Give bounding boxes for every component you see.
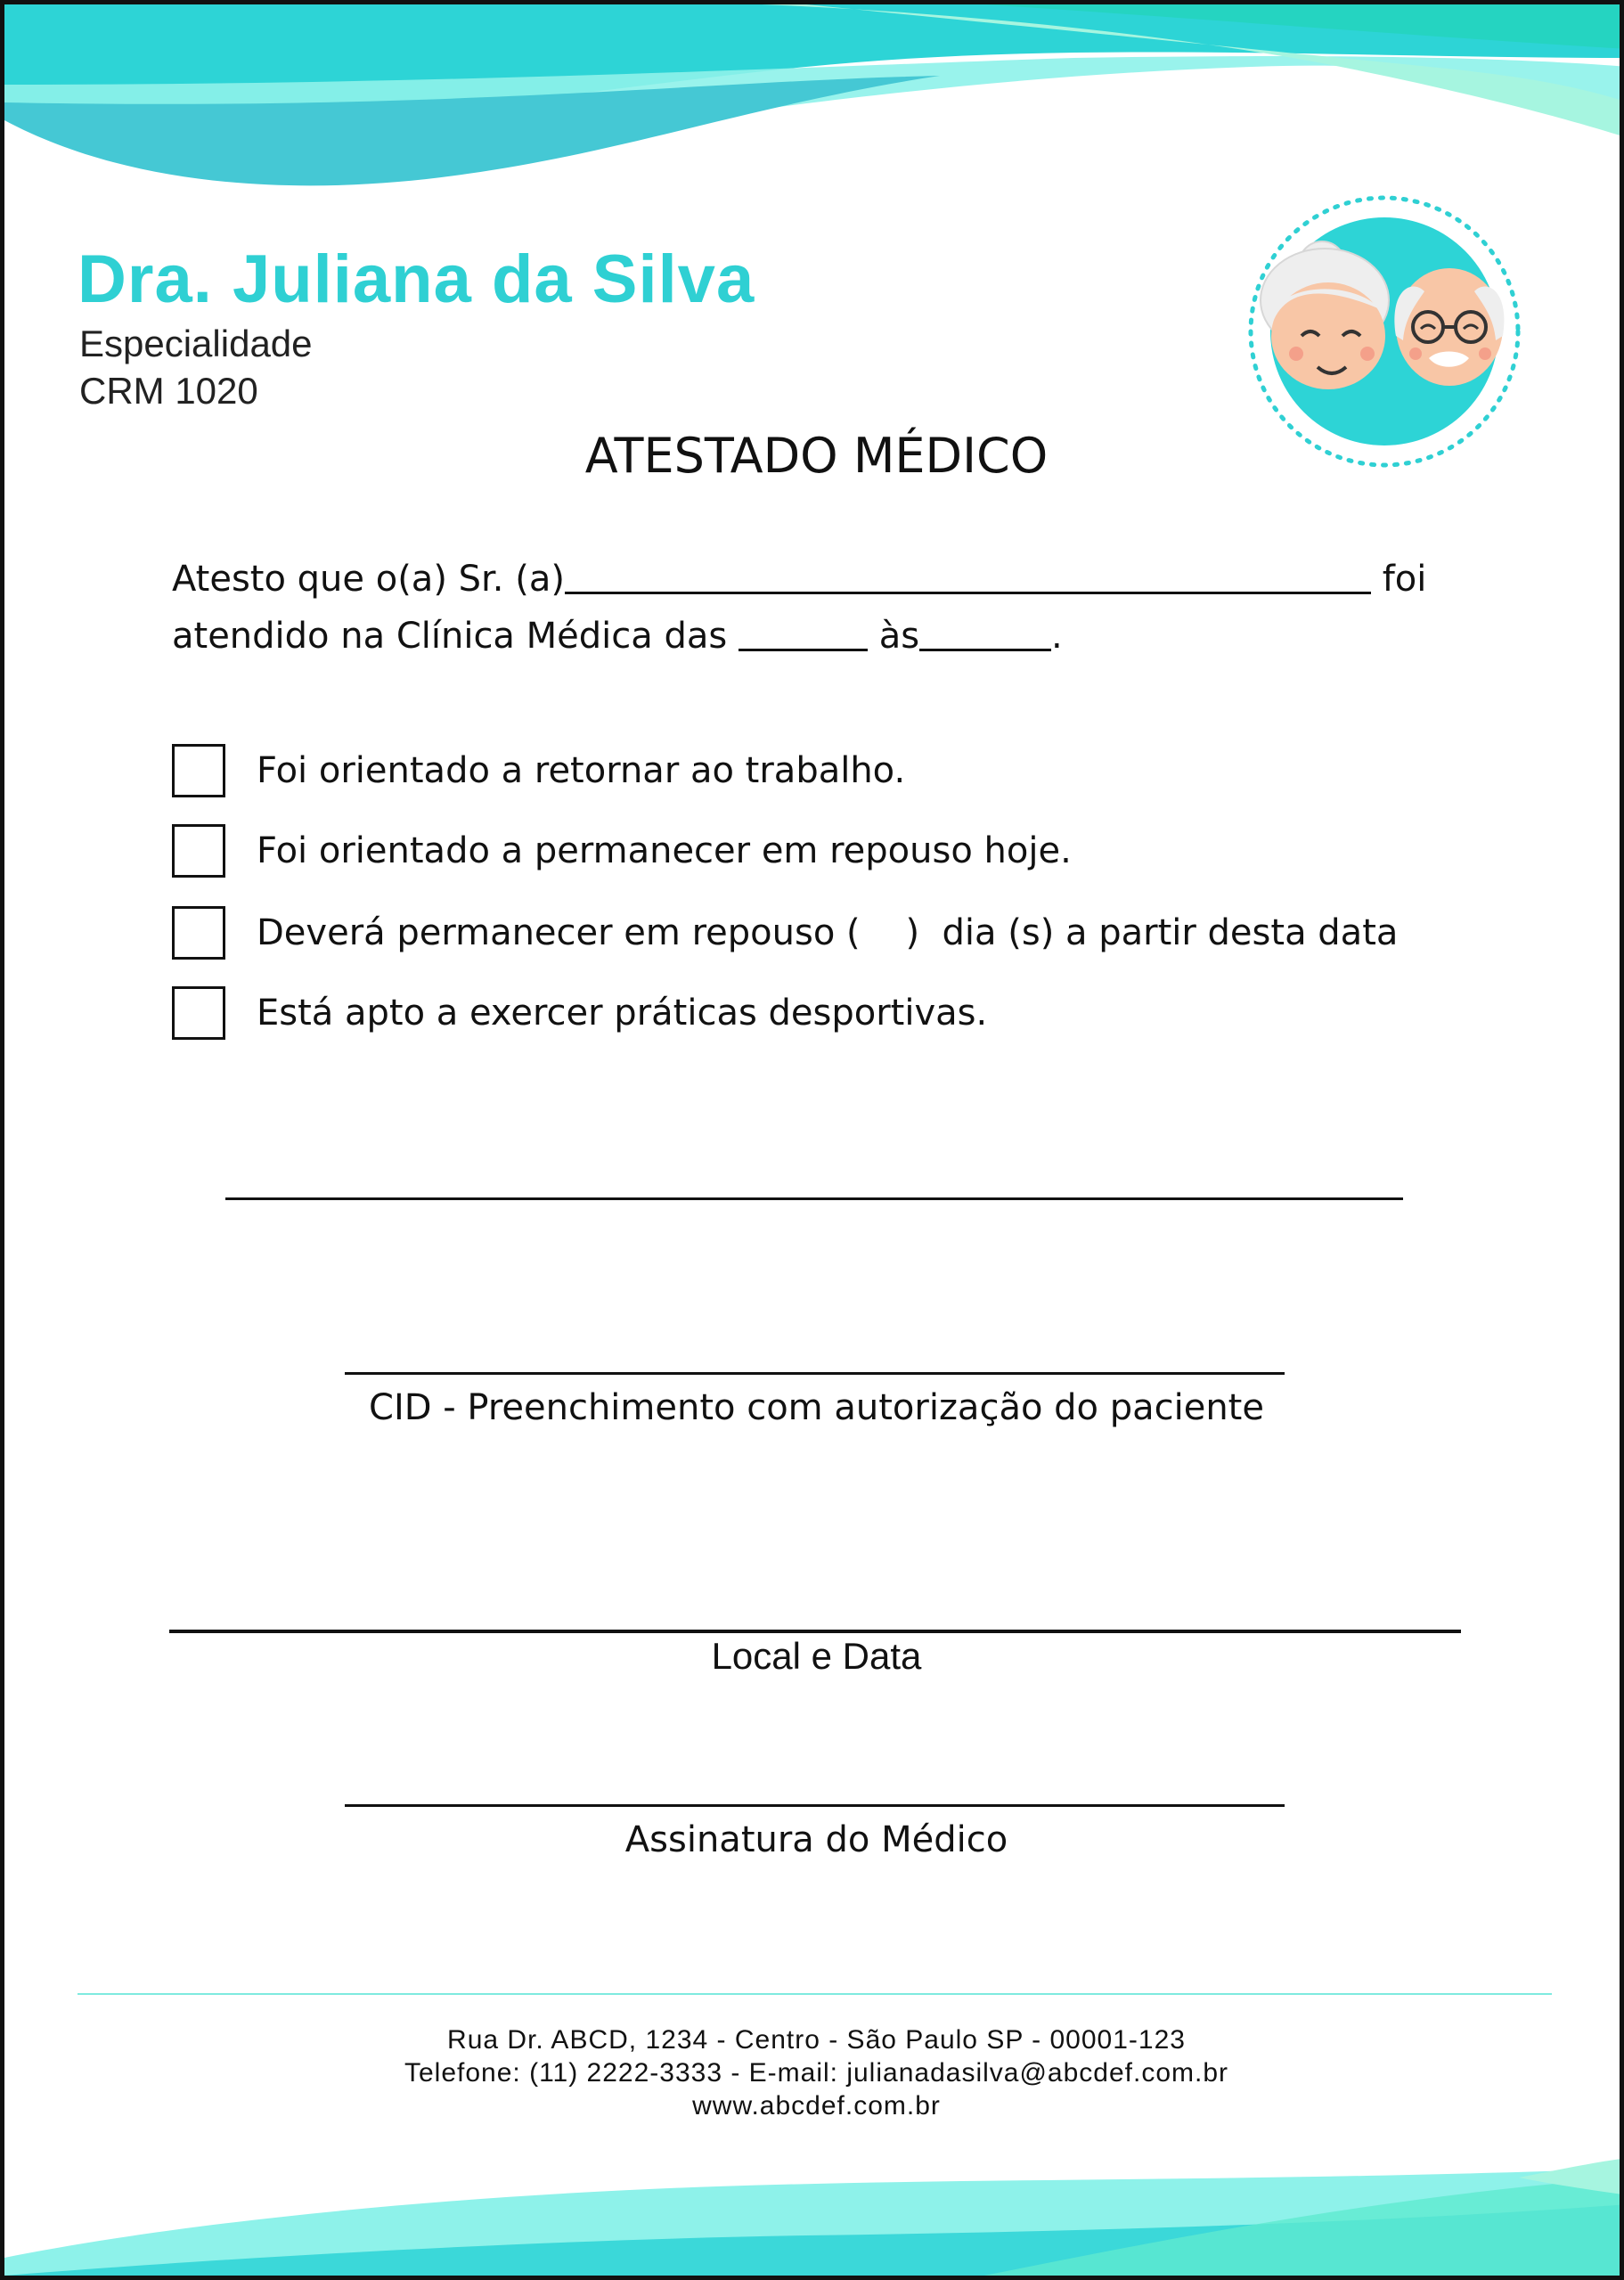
end-time-blank (919, 609, 1051, 651)
footer-website: www.abcdef.com.br (692, 2091, 941, 2121)
statement-part-2: foi (1382, 559, 1427, 600)
cid-label: CID - Preenchimento com autorização do paciente (369, 1387, 1264, 1428)
specialty: Especialidade (79, 323, 313, 364)
option-label: Está apto a exercer práticas desportivas. (257, 993, 988, 1034)
statement-part-1: Atesto que o(a) Sr. (a) (172, 559, 565, 600)
footer-divider (78, 1993, 1552, 1995)
document-title: ATESTADO MÉDICO (584, 428, 1049, 484)
checkbox[interactable] (172, 744, 225, 797)
checkbox[interactable] (172, 906, 225, 960)
option-label: Deverá permanecer em repouso ( ) dia (s) a partir desta data (257, 912, 1399, 953)
patient-name-blank (565, 552, 1371, 594)
start-time-blank (739, 609, 868, 651)
local-date-line (169, 1630, 1461, 1633)
top-wave-decoration (4, 4, 1624, 200)
option-rest-days[interactable] (172, 904, 1398, 961)
signature-label: Assinatura do Médico (624, 1819, 1008, 1860)
option-rest-today[interactable] (172, 822, 1072, 879)
statement-part-5: . (1051, 616, 1063, 657)
bottom-wave-decoration (4, 2142, 1624, 2276)
footer-address: Rua Dr. ABCD, 1234 - Centro - São Paulo SP - 00001-123 (447, 2025, 1186, 2055)
option-return-to-work[interactable] (172, 742, 905, 799)
statement-part-3: atendido na Clínica Médica das (172, 616, 728, 657)
statement-part-4: às (878, 616, 920, 657)
cid-line (345, 1372, 1285, 1375)
footer-contact: Telefone: (11) 2222-3333 - E-mail: julianadasilva@abcdef.com.br (404, 2058, 1229, 2088)
option-fit-for-sports[interactable] (172, 985, 987, 1042)
checkbox[interactable] (172, 824, 225, 878)
signature-line (345, 1804, 1285, 1807)
checkbox[interactable] (172, 986, 225, 1040)
local-date-label: Local e Data (711, 1635, 922, 1677)
attestation-statement (172, 551, 1490, 665)
option-label: Foi orientado a retornar ao trabalho. (257, 750, 906, 791)
doctor-name: Dra. Juliana da Silva (78, 241, 755, 317)
notes-line (225, 1197, 1403, 1200)
crm-number: CRM 1020 (79, 370, 258, 412)
option-label: Foi orientado a permanecer em repouso hoje. (257, 830, 1072, 871)
